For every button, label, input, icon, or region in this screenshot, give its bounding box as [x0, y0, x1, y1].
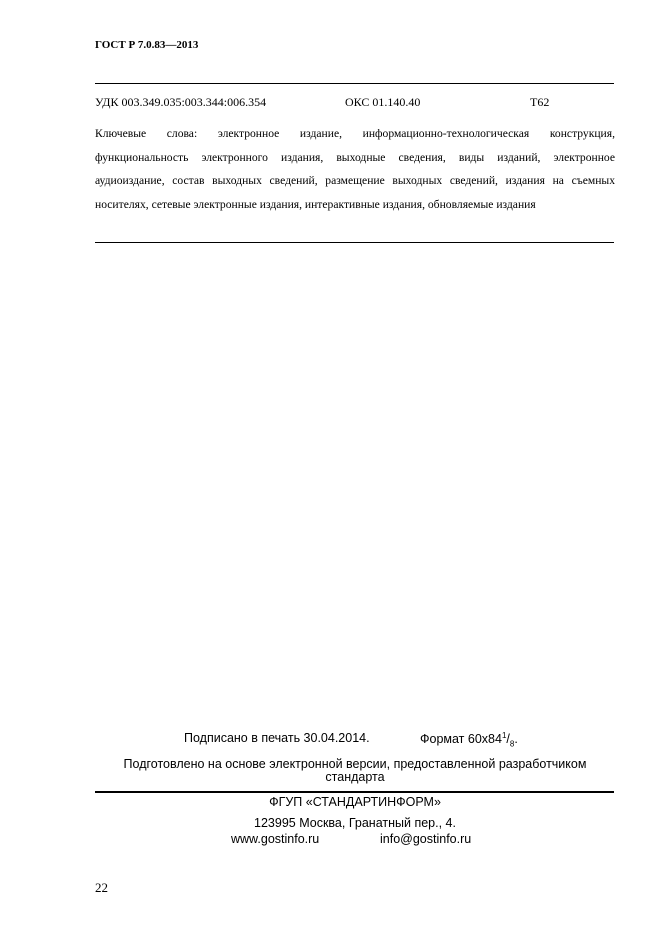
udk-code: УДК 003.349.035:003.344:006.354	[95, 95, 267, 109]
paper-format: Формат $60x84^1/_8$.	[420, 731, 518, 749]
format-suffix: .	[514, 732, 518, 747]
publisher-address: 123995 Москва, Гранатный пер., 4.	[254, 816, 456, 830]
format-denominator: 8	[509, 739, 515, 749]
signed-to-print: Подписано в печать 30.04.2014.	[184, 731, 370, 745]
imprint-rule	[95, 791, 614, 793]
t-code: Т62	[530, 95, 550, 109]
website-link[interactable]: www.gostinfo.ru	[231, 832, 320, 846]
oks-code: ОКС 01.140.40	[345, 95, 421, 109]
email-link[interactable]: info@gostinfo.ru	[380, 832, 472, 846]
keywords-bottom-rule	[95, 242, 614, 243]
format-numerator: 1	[501, 731, 507, 740]
standard-code: ГОСТ Р 7.0.83—2013	[95, 39, 199, 51]
page-number: 22	[95, 880, 108, 895]
keywords-paragraph: Ключевые слова: электронное издание, информационно-технологическая конструкция, функциональность электронного издания, выходные сведения, виды изданий, электронное аудиоиздание, состав выходных сведений, размещение выходных сведений, издания на съемных носителях, сетевые электронные издания, интерактивные издания, обновляемые издания	[95, 127, 615, 211]
prepared-note: Подготовлено на основе электронной версии, предоставленной разработчиком стандарта	[123, 757, 587, 784]
top-rule	[95, 83, 614, 84]
format-label: Формат 60x84	[420, 732, 502, 747]
publisher-name: ФГУП «СТАНДАРТИНФОРМ»	[269, 795, 441, 809]
